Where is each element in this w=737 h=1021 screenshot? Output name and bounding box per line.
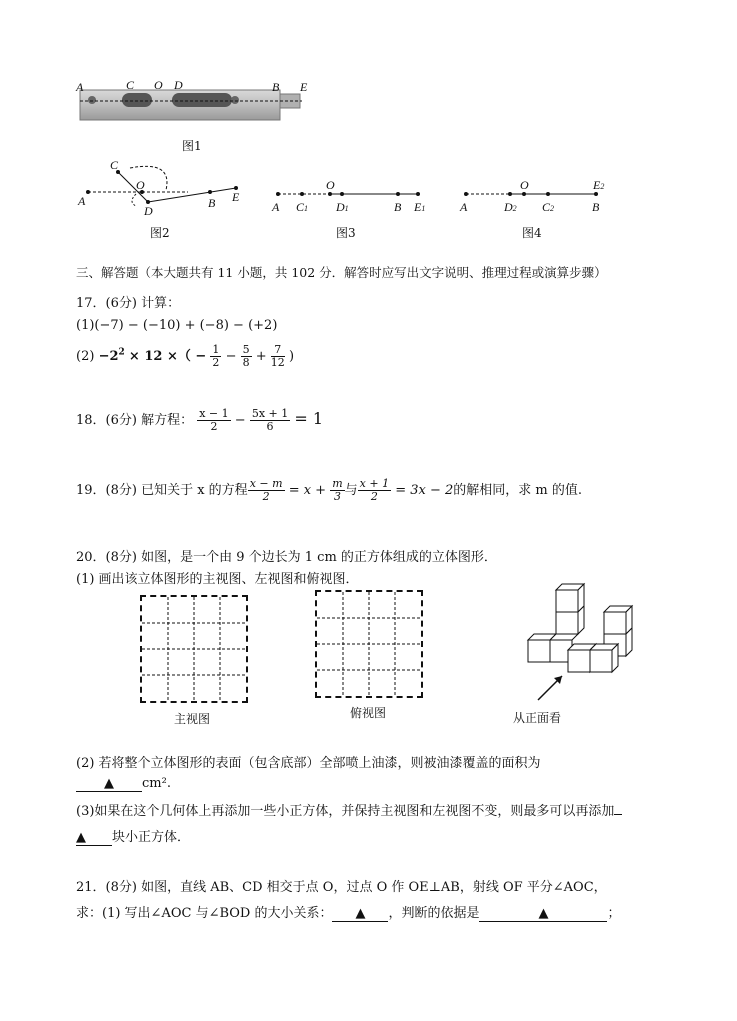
fig4-caption: 图4 bbox=[522, 226, 542, 240]
q20-area-blank[interactable]: ▲ bbox=[76, 776, 142, 792]
q20-part2: (2) 若将整个立体图形的表面（包含底部）全部喷上油漆，则被油漆覆盖的面积为 bbox=[76, 756, 541, 771]
fig3-label-a: A bbox=[272, 200, 280, 214]
fig2-caption: 图2 bbox=[150, 226, 170, 240]
front-grid-lines bbox=[142, 597, 246, 701]
fig1-label-o: O bbox=[154, 78, 163, 92]
q17-head: 17．(6分) 计算： bbox=[76, 296, 181, 311]
fig1-label-b: B bbox=[272, 80, 280, 94]
cube-solid-figure bbox=[518, 578, 648, 678]
top-view-grid[interactable] bbox=[315, 590, 423, 698]
bolt-photo bbox=[72, 76, 322, 126]
fig1-label-e: E bbox=[300, 80, 308, 94]
top-grid-lines bbox=[317, 592, 421, 696]
q17-part1: (1)(−7) − (−10) + (−8) − (+2) bbox=[76, 318, 278, 333]
fig1-label-c: C bbox=[126, 78, 135, 92]
fig2-label-a: A bbox=[78, 194, 86, 208]
q18: 18．(6分) 解方程： $\frac{x - 1}{2}$ − $\frac{5x + 1}{6}$ = 1 bbox=[76, 407, 324, 433]
fig2-diagram bbox=[78, 160, 258, 220]
fig4-label-a: A bbox=[460, 200, 468, 214]
figure-4 bbox=[460, 180, 610, 220]
fig4-label-o: O bbox=[520, 178, 529, 192]
fig4-label-e2: E2 bbox=[593, 178, 605, 192]
fig3-label-d1: D1 bbox=[336, 200, 349, 214]
front-direction-caption: 从正面看 bbox=[513, 711, 562, 725]
cube-solid bbox=[518, 578, 648, 678]
fig2-label-o: O bbox=[136, 178, 145, 192]
fig3-label-b: B bbox=[394, 200, 402, 214]
fig3-label-o: O bbox=[326, 178, 335, 192]
front-direction-arrow bbox=[532, 670, 572, 704]
q21-part1: 求：(1) 写出∠AOC 与∠BOD 的大小关系： ▲ ，判断的依据是 ▲ ； bbox=[76, 906, 621, 921]
top-view-caption: 俯视图 bbox=[350, 706, 387, 720]
fig3-label-c1: C1 bbox=[296, 200, 309, 214]
fig4-diagram bbox=[460, 180, 610, 220]
figure-1 bbox=[72, 76, 322, 126]
q17-part2: $(2) -2^2 \times 12$ ×（ − $\frac{1}{2}$ − $\frac{5}{8}$ + $\frac{7}{12}$ ) bbox=[76, 343, 295, 369]
fig2-label-d: D bbox=[144, 204, 153, 218]
front-view-grid[interactable] bbox=[140, 595, 248, 703]
fig4-label-c2: C2 bbox=[542, 200, 555, 214]
fig3-caption: 图3 bbox=[336, 226, 356, 240]
q20-part3-answer: ▲ 块小正方体． bbox=[76, 830, 191, 845]
fig3-label-e1: E1 bbox=[414, 200, 426, 214]
figure-2 bbox=[78, 160, 258, 220]
fig1-label-d: D bbox=[174, 78, 183, 92]
fig2-label-c: C bbox=[110, 158, 119, 172]
q21-reason-blank[interactable]: ▲ bbox=[479, 906, 607, 922]
q20-part2-answer: ▲ cm². bbox=[76, 776, 171, 792]
q20-part1: (1) 画出该立体图形的主视图、左视图和俯视图． bbox=[76, 572, 359, 587]
q20-count-blank[interactable]: ▲ bbox=[76, 830, 112, 846]
fig4-label-b: B bbox=[592, 200, 600, 214]
q19: 19．(8分) 已知关于 x 的方程 $\frac{x - m}{2}$ = x + $\frac{m}{3}$ 与 $\frac{x + 1}{2}$ = 3x − 2的解相同，求 m 的值. bbox=[76, 477, 583, 503]
fig1-caption: 图1 bbox=[182, 139, 202, 153]
front-view-caption: 主视图 bbox=[174, 712, 211, 726]
q20-part3: (3)如果在这个几何体上再添加一些小正方体，并保持主视图和左视图不变，则最多可以再添加 bbox=[76, 800, 622, 819]
fig1-label-a: A bbox=[76, 80, 84, 94]
q21-relation-blank[interactable]: ▲ bbox=[332, 906, 388, 922]
section-title: 三、解答题（本大题共有 11 小题，共 102 分．解答时应写出文字说明、推理过程或演算步骤） bbox=[76, 265, 607, 280]
figure-3 bbox=[272, 180, 432, 220]
q21-head: 21．(8分) 如图，直线 AB、CD 相交于点 O，过点 O 作 OE⊥AB，射线 OF 平分∠AOC， bbox=[76, 880, 607, 895]
fig2-label-b: B bbox=[208, 196, 216, 210]
q20-head: 20．(8分) 如图，是一个由 9 个边长为 1 cm 的正方体组成的立体图形． bbox=[76, 550, 497, 565]
fig4-label-d2: D2 bbox=[504, 200, 517, 214]
fig2-label-e: E bbox=[232, 190, 240, 204]
